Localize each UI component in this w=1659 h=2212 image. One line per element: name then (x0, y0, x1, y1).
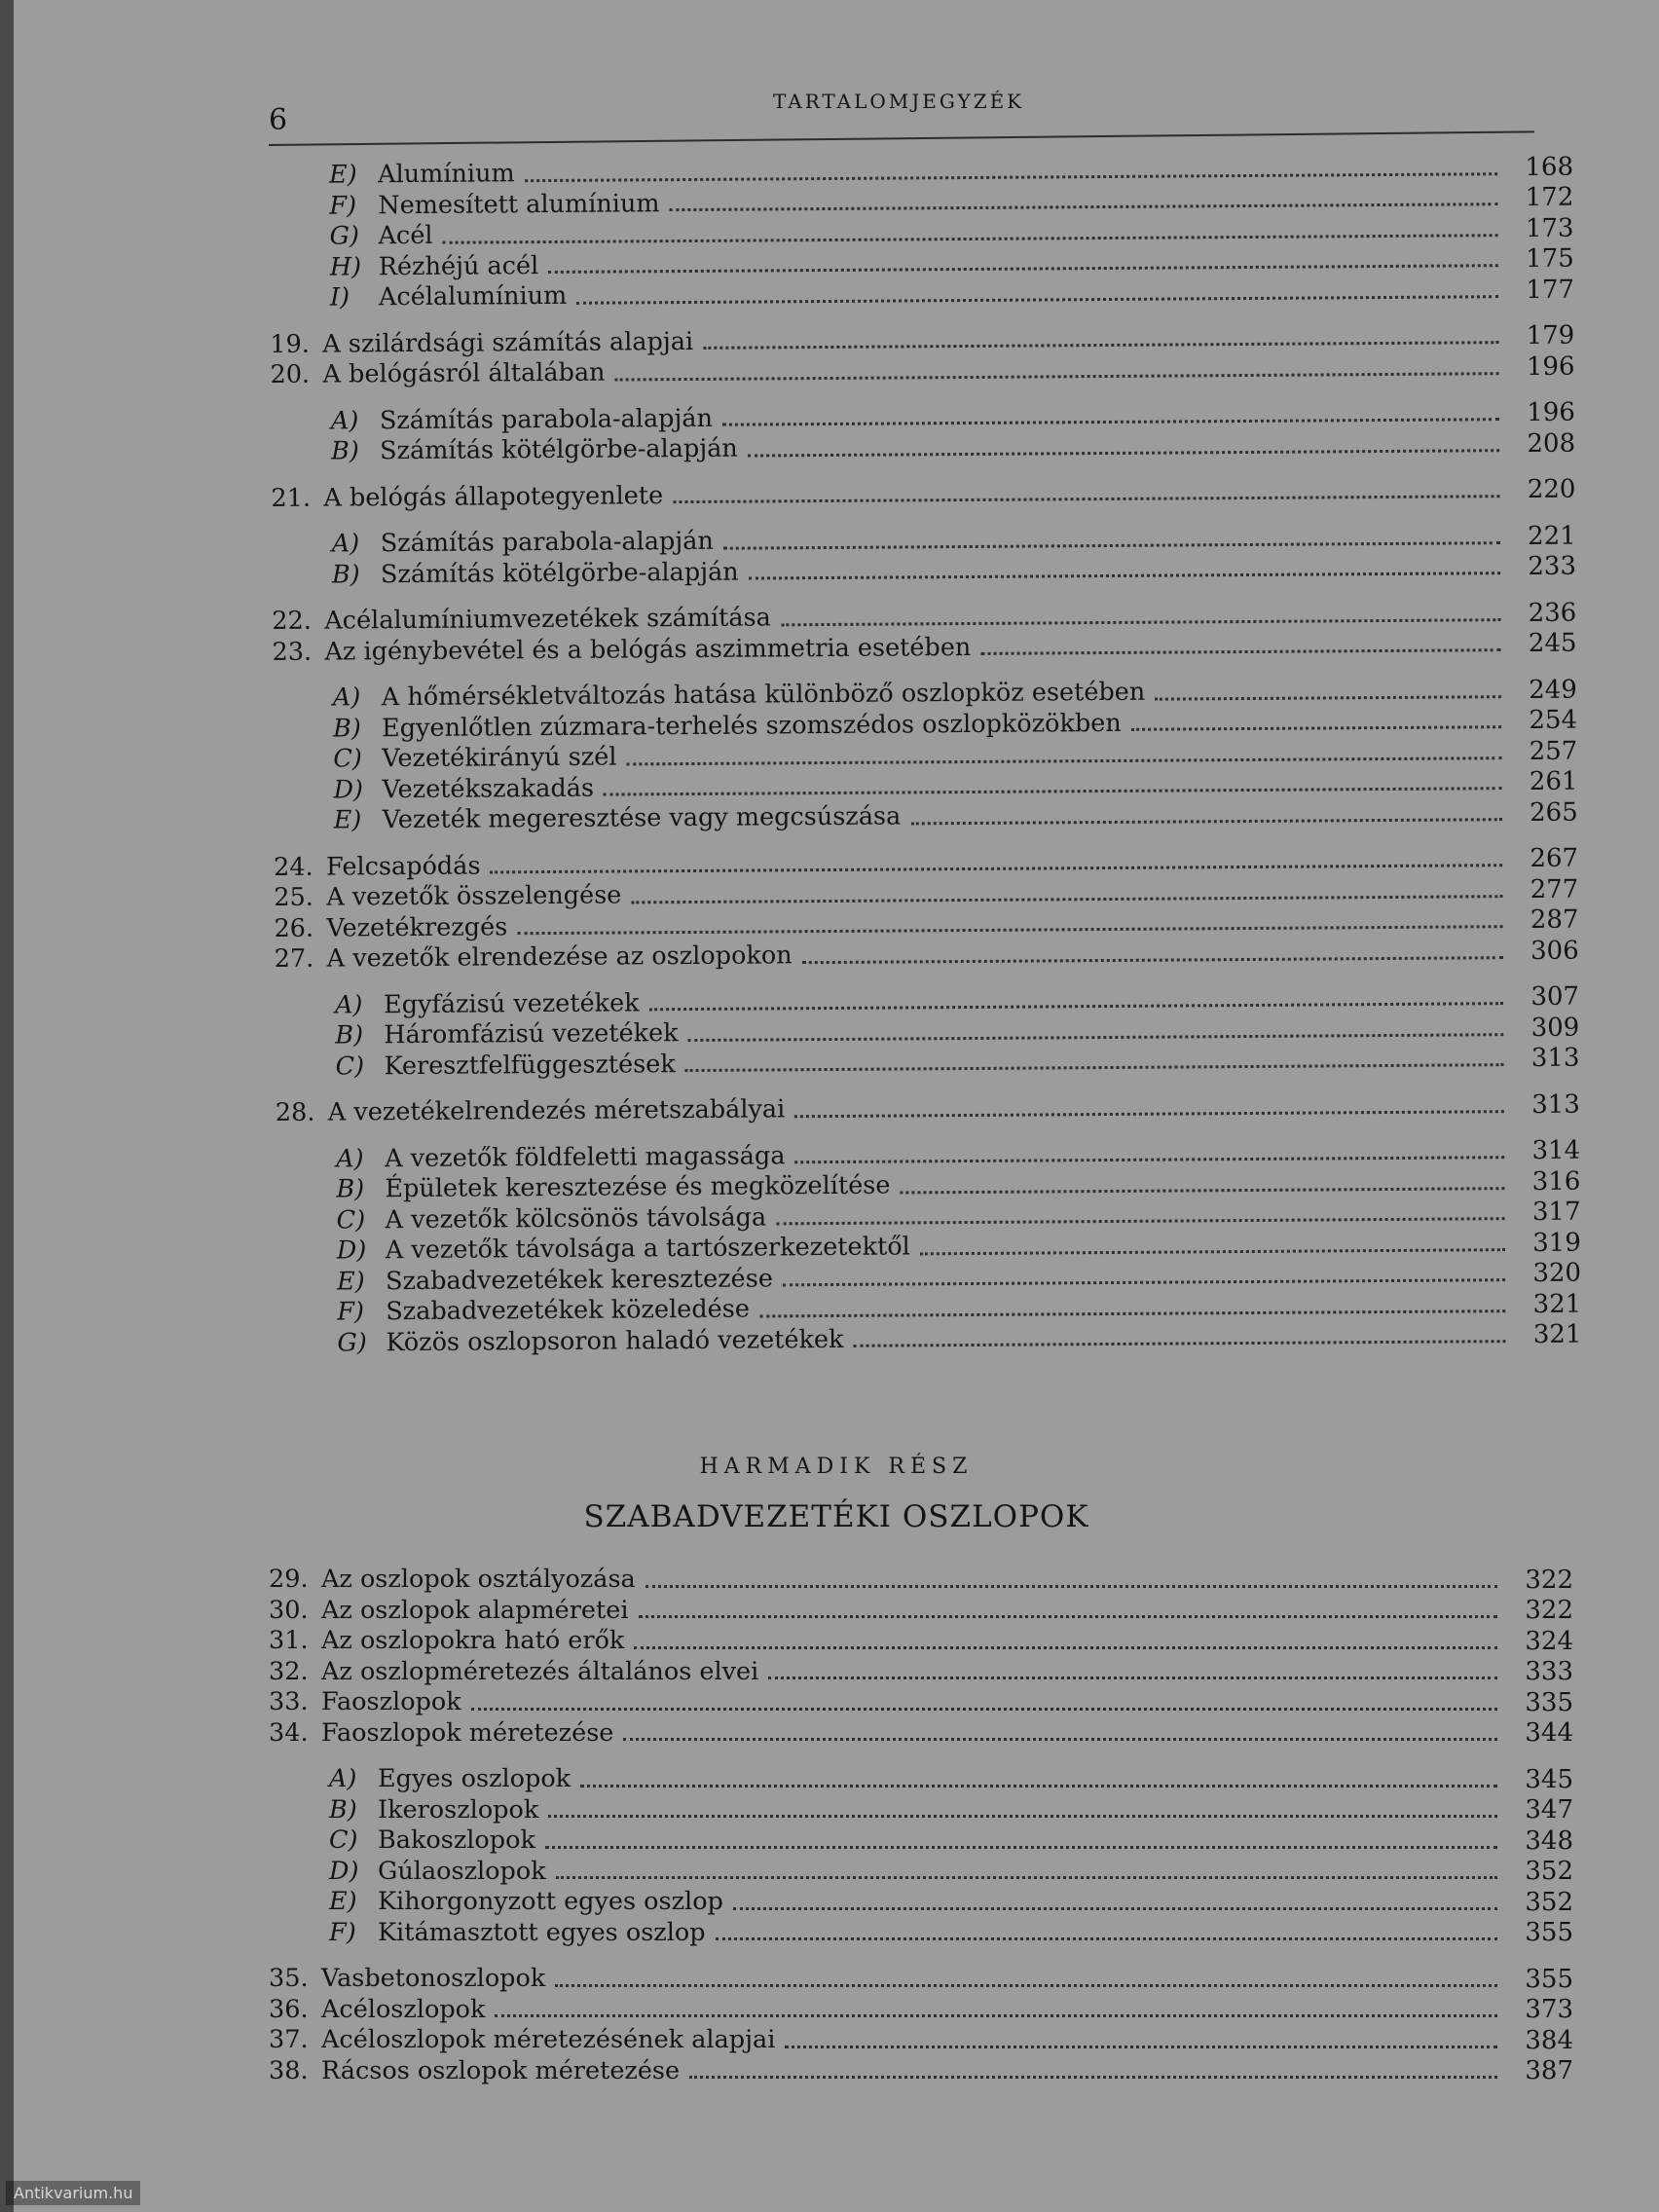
toc-entry (269, 1992, 1573, 2023)
dot-leader (685, 1063, 1504, 1072)
dot-leader (615, 372, 1499, 381)
section-letter: B) (329, 1794, 357, 1825)
toc-entry (269, 1593, 1573, 1624)
entry-title: A vezetők kölcsönös távolsága (385, 1201, 767, 1235)
toc-entry (269, 1792, 1573, 1824)
dot-leader (920, 1248, 1505, 1255)
page-reference: 322 (1525, 1596, 1573, 1625)
section-letter: B) (331, 436, 359, 466)
chapter-number: 19. (270, 329, 311, 359)
dot-leader (631, 895, 1502, 903)
toc-entry (269, 1854, 1573, 1885)
page-reference: 317 (1531, 1197, 1581, 1227)
section-letter: G) (337, 1327, 367, 1358)
entry-title: Acél (378, 220, 433, 251)
header-rule (269, 130, 1534, 146)
entry-title: A vezetők elrendezése az oszlopokon (326, 940, 793, 974)
dot-leader (471, 1708, 1497, 1711)
toc-list-continued (269, 149, 1582, 1356)
dot-leader (634, 1646, 1497, 1649)
chapter-number: 31. (269, 1626, 309, 1655)
page-reference: 355 (1525, 1964, 1573, 1994)
entry-title: Közös oszlopsoron haladó vezetékek (386, 1324, 844, 1357)
chapter-number: 20. (270, 359, 311, 389)
dot-leader (495, 2014, 1497, 2017)
section-letter: A) (334, 989, 363, 1020)
chapter-number: 29. (269, 1565, 309, 1594)
dot-leader (776, 1217, 1504, 1225)
entry-title: Vasbetonoszlopok (321, 1964, 546, 1993)
page-number: 6 (269, 103, 288, 137)
entry-title: Szabadvezetékek keresztezése (385, 1263, 773, 1296)
section-letter: E) (336, 1266, 365, 1297)
dot-leader (688, 1033, 1504, 1042)
chapter-number: 27. (274, 943, 314, 974)
page-reference: 373 (1525, 1995, 1573, 2024)
dot-leader (748, 449, 1499, 457)
entry-title: Nemesített alumínium (378, 188, 660, 220)
page-reference: 236 (1528, 598, 1577, 628)
page-reference: 321 (1532, 1289, 1582, 1319)
entry-title: Egyfázisú vezetékek (383, 987, 640, 1019)
entry-title: A belógás állapotegyenlete (323, 480, 664, 513)
entry-title: A vezetők távolsága a tartószerkezetektől (385, 1232, 910, 1266)
toc-entry (269, 1684, 1573, 1715)
section-letter: I) (329, 282, 350, 313)
dot-leader (794, 1110, 1504, 1118)
section-letter: A) (331, 529, 360, 559)
page-reference: 277 (1530, 874, 1579, 904)
chapter-number: 26. (274, 913, 314, 943)
entry-title: Kihorgonyzott egyes oszlop (378, 1887, 723, 1916)
entry-title: A vezetők földfeletti magassága (385, 1140, 786, 1173)
page-reference: 220 (1527, 474, 1576, 504)
book-page (14, 0, 1659, 2212)
section-letter: C) (336, 1204, 366, 1235)
section-letter: H) (329, 251, 362, 282)
entry-title: Faoszlopok méretezése (321, 1717, 614, 1748)
dot-leader (555, 1984, 1497, 1987)
page-reference: 173 (1525, 213, 1574, 243)
dot-leader (689, 2076, 1497, 2079)
entry-title: Ikeroszlopok (378, 1794, 539, 1825)
chapter-number: 33. (269, 1687, 309, 1716)
dot-leader (627, 756, 1502, 765)
chapter-number: 35. (269, 1964, 309, 1993)
entry-title: Szabadvezetékek közeledése (386, 1294, 750, 1327)
dot-leader (548, 1815, 1497, 1818)
toc-entry (269, 1884, 1573, 1915)
dot-leader (623, 1738, 1497, 1741)
page-reference: 233 (1528, 551, 1577, 581)
entry-title: Bakoszlopok (378, 1825, 535, 1855)
entry-title: Számítás parabola-alapján (379, 403, 714, 435)
dot-leader (723, 541, 1500, 550)
dot-leader (785, 2046, 1497, 2048)
page-reference: 196 (1527, 397, 1575, 427)
page-reference: 320 (1532, 1258, 1582, 1288)
toc-entry (269, 2053, 1573, 2084)
entry-title: Egyenlőtlen zúzmara-terhelés szomszédos oszlopközökben (381, 708, 1122, 743)
toc-entry (269, 1623, 1573, 1654)
entry-title: Acélalumíniumvezetékek számítása (324, 603, 771, 636)
entry-title: Az oszlopok alapméretei (321, 1595, 629, 1625)
page-reference: 321 (1532, 1319, 1582, 1349)
page-reference: 265 (1529, 797, 1578, 828)
page-reference: 352 (1525, 1857, 1573, 1886)
section-letter: B) (332, 713, 361, 744)
dot-leader (768, 1677, 1497, 1679)
dot-leader (1155, 695, 1501, 700)
page-reference: 324 (1525, 1626, 1573, 1656)
dot-leader (673, 495, 1499, 503)
page-reference: 345 (1525, 1764, 1573, 1794)
page-edge-shadow (0, 0, 14, 2212)
section-letter: E) (333, 805, 362, 835)
page-reference: 177 (1526, 275, 1575, 305)
page-reference: 347 (1525, 1795, 1573, 1825)
page-reference: 208 (1527, 428, 1576, 459)
dot-leader (910, 818, 1501, 825)
dot-leader (545, 1846, 1497, 1849)
chapter-number: 37. (269, 2025, 309, 2054)
entry-title: Az oszlopok osztályozása (321, 1565, 636, 1594)
chapter-number: 23. (272, 637, 313, 667)
toc-entry (269, 1562, 1573, 1593)
dot-leader (670, 203, 1498, 211)
entry-title: A belógásról általában (322, 357, 606, 389)
page-reference: 287 (1530, 904, 1579, 935)
dot-leader (576, 295, 1498, 305)
dot-leader (802, 956, 1503, 964)
entry-title: Az oszlopméretezés általános elvei (321, 1656, 759, 1686)
entry-title: Vezetékrezgés (326, 911, 508, 943)
page-reference: 384 (1525, 2025, 1573, 2055)
chapter-number: 38. (269, 2055, 309, 2085)
entry-title: Kitámasztott egyes oszlop (378, 1917, 706, 1947)
page-reference: 387 (1525, 2056, 1573, 2085)
dot-leader (733, 1907, 1497, 1910)
toc-entry (269, 2022, 1573, 2053)
section-letter: G) (329, 221, 359, 251)
page-reference: 179 (1526, 320, 1575, 350)
entry-title: Rézhéjú acél (378, 250, 539, 281)
dot-leader (781, 618, 1500, 626)
dot-leader (749, 571, 1500, 579)
entry-title: Alumínium (378, 159, 515, 190)
page-reference: 309 (1530, 1013, 1580, 1043)
toc-entry (271, 471, 1575, 511)
section-letter: F) (329, 1917, 356, 1947)
section-letter: F) (329, 190, 357, 221)
page-reference: 314 (1531, 1135, 1581, 1165)
dot-leader (649, 1002, 1503, 1011)
page-reference: 245 (1528, 628, 1577, 658)
entry-title: Acéloszlopok (321, 1994, 486, 2024)
section-letter: B) (331, 559, 360, 590)
page-reference: 344 (1525, 1718, 1573, 1748)
section-letter: E) (329, 1887, 357, 1916)
entry-title: Keresztfelfüggesztések (384, 1049, 676, 1081)
section-letter: D) (329, 1856, 359, 1886)
dot-leader (556, 1876, 1497, 1879)
dot-leader (1131, 725, 1501, 731)
toc-entry (269, 1761, 1573, 1792)
dot-leader (703, 341, 1498, 350)
entry-title: Számítás kötélgörbe-alapján (380, 557, 739, 589)
page-reference: 196 (1526, 351, 1575, 382)
running-head: TARTALOMJEGYZÉK (773, 90, 1025, 113)
entry-title: Vezeték megeresztése vagy megcsúszása (382, 801, 902, 835)
page-reference: 319 (1532, 1228, 1581, 1258)
section-letter: F) (337, 1297, 365, 1327)
entry-title: Számítás kötélgörbe-alapján (380, 433, 738, 466)
entry-title: Rácsos oszlopok méretezése (321, 2055, 681, 2085)
page-reference: 261 (1529, 766, 1578, 796)
entry-title: A szilárdsági számítás alapjai (322, 326, 694, 359)
entry-title: Vezetékirányú szél (382, 742, 617, 774)
page-reference: 221 (1527, 521, 1576, 551)
section-letter: A) (336, 1143, 364, 1174)
toc-entry (269, 1823, 1573, 1854)
chapter-number: 25. (274, 882, 313, 912)
section-letter: C) (333, 744, 362, 774)
dot-leader (900, 1187, 1504, 1194)
page-reference: 249 (1529, 675, 1577, 705)
dot-leader (854, 1340, 1506, 1347)
entry-title: Az oszlopokra ható erők (321, 1626, 625, 1655)
page-reference: 333 (1525, 1657, 1573, 1686)
section-letter: A) (329, 1764, 357, 1793)
entry-title: A vezetők összelengése (326, 880, 622, 912)
chapter-number: 24. (273, 852, 313, 882)
page-reference: 322 (1525, 1565, 1573, 1595)
chapter-number: 32. (269, 1656, 309, 1686)
entry-title: A hőmérsékletváltozás hatása különböző oszlopköz esetében (381, 677, 1146, 713)
section-letter: D) (336, 1235, 367, 1266)
page-reference: 352 (1525, 1887, 1573, 1917)
entry-title: Az igénybevétel és a belógás aszimmetria esetében (324, 632, 972, 667)
page-reference: 254 (1529, 705, 1578, 735)
section-letter: C) (329, 1825, 358, 1855)
dot-leader (580, 1785, 1497, 1788)
section-letter: A) (330, 405, 359, 436)
chapter-number: 21. (271, 483, 312, 513)
toc-entry (269, 1715, 1573, 1747)
entry-title: Acélalumínium (378, 280, 568, 313)
entry-title: Gúlaoszlopok (378, 1856, 546, 1886)
entry-title: Acéloszlopok méretezésének alapjai (321, 2025, 776, 2054)
chapter-number: 22. (272, 606, 312, 636)
entry-title: Felcsapódás (325, 850, 481, 882)
entry-title: Faoszlopok (321, 1687, 461, 1716)
page-reference: 168 (1525, 152, 1574, 182)
toc-entry (269, 1915, 1573, 1946)
part-title: SZABADVEZETÉKI OSZLOPOK (583, 1499, 1089, 1534)
dot-leader (645, 1585, 1497, 1588)
toc-entry (269, 1961, 1573, 1992)
section-letter: C) (335, 1051, 365, 1082)
entry-title: Vezetékszakadás (382, 773, 595, 804)
page-reference: 313 (1530, 1043, 1580, 1073)
chapter-number: 36. (269, 1994, 309, 2024)
page-reference: 335 (1525, 1687, 1573, 1717)
dot-leader (716, 1937, 1497, 1940)
chapter-number: 30. (269, 1595, 309, 1625)
section-letter: A) (332, 682, 361, 713)
chapter-number: 28. (275, 1097, 315, 1127)
dot-leader (759, 1309, 1505, 1317)
page-reference: 355 (1525, 1918, 1573, 1947)
page-reference: 172 (1525, 182, 1574, 212)
entry-title: Épületek keresztezése és megközelítése (385, 1170, 891, 1204)
section-letter: B) (336, 1174, 365, 1204)
chapter-number: 34. (269, 1717, 309, 1748)
page-reference: 175 (1526, 243, 1574, 274)
section-letter: E) (329, 160, 357, 190)
page-reference: 267 (1530, 843, 1579, 873)
dot-leader (722, 418, 1499, 426)
page-reference: 313 (1531, 1089, 1580, 1120)
dot-leader (795, 1156, 1505, 1163)
section-letter: B) (335, 1020, 364, 1051)
dot-leader (639, 1615, 1497, 1618)
dot-leader (980, 648, 1500, 655)
part-label: HARMADIK RÉSZ (699, 1455, 974, 1479)
toc-entry (269, 1654, 1573, 1685)
page-reference: 306 (1530, 936, 1579, 966)
page-reference: 316 (1531, 1166, 1581, 1197)
toc-entry (276, 1087, 1580, 1126)
entry-title: A vezetékelrendezés méretszabályai (327, 1094, 786, 1127)
watermark: Antikvarium.hu (6, 2181, 140, 2205)
page-reference: 307 (1530, 981, 1580, 1012)
toc-list-part3 (269, 1562, 1573, 2083)
entry-title: Egyes oszlopok (378, 1764, 571, 1793)
page-reference: 348 (1525, 1825, 1573, 1856)
entry-title: Háromfázisú vezetékek (384, 1018, 679, 1051)
page-reference: 257 (1529, 736, 1578, 766)
entry-title: Számítás parabola-alapján (380, 526, 714, 559)
dot-leader (783, 1278, 1505, 1286)
section-letter: D) (333, 774, 364, 805)
